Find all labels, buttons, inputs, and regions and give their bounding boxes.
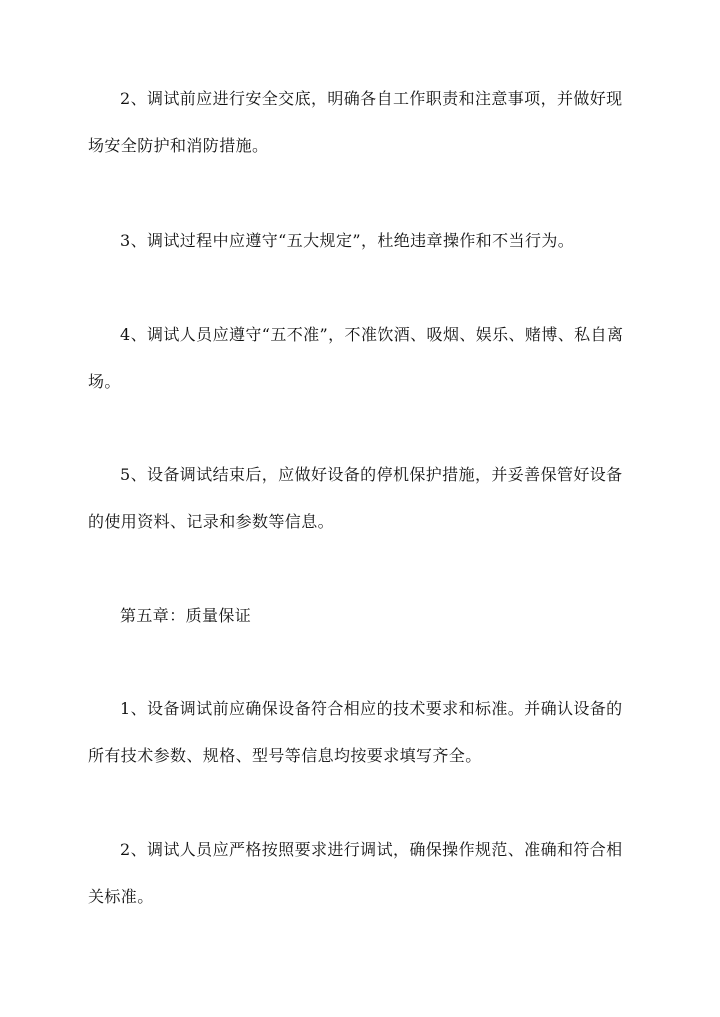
chapter-heading: 第五章：质量保证 [120, 606, 252, 625]
paragraph-shutdown-protection: 5、设备调试结束后，应做好设备的停机保护措施，并妥善保管好设备的使用资料、记录和参数等信息。 [88, 465, 623, 531]
paragraph-five-regulations: 3、调试过程中应遵守“五大规定”，杜绝违章操作和不当行为。 [120, 231, 575, 250]
paragraph-operation-standards: 2、调试人员应严格按照要求进行调试，确保操作规范、准确和符合相关标准。 [88, 840, 623, 906]
paragraph-safety-briefing: 2、调试前应进行安全交底，明确各自工作职责和注意事项，并做好现场安全防护和消防措施。 [88, 89, 623, 155]
paragraph-equipment-standards: 1、设备调试前应确保设备符合相应的技术要求和标准。并确认设备的所有技术参数、规格、型号等信息均按要求填写齐全。 [88, 699, 623, 765]
paragraph-five-prohibitions: 4、调试人员应遵守“五不准”，不准饮酒、吸烟、娱乐、赌博、私自离场。 [88, 325, 624, 391]
